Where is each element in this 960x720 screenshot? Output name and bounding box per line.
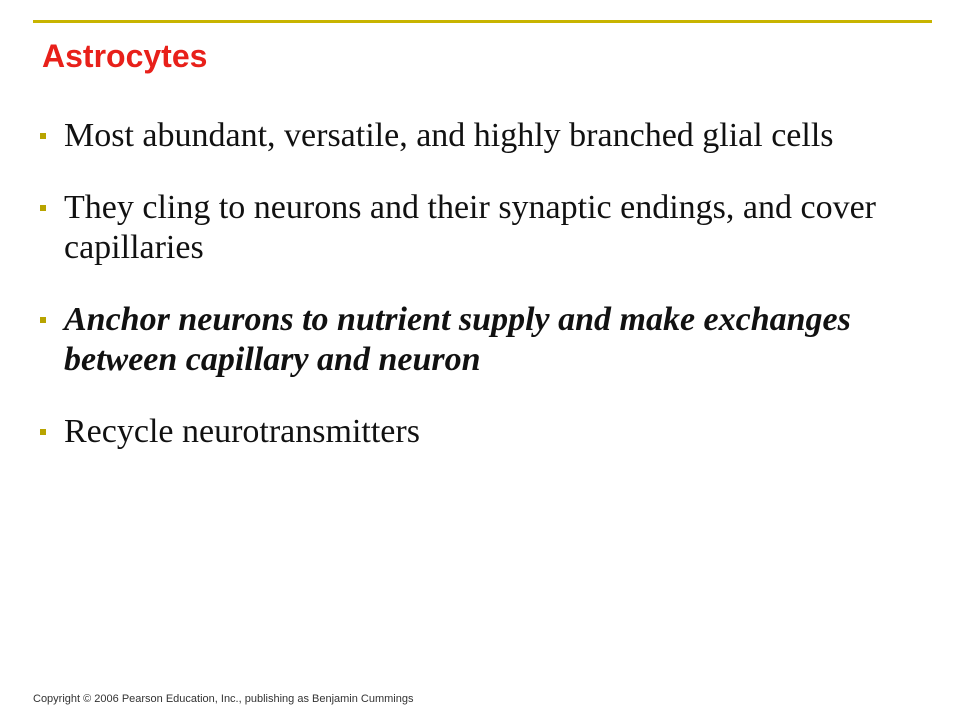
square-bullet-icon bbox=[40, 133, 46, 139]
bullet-text: Anchor neurons to nutrient supply and make exchanges between capillary and neuron bbox=[64, 301, 851, 378]
bullet-text: Recycle neurotransmitters bbox=[64, 413, 420, 450]
slide-title: Astrocytes bbox=[42, 38, 208, 74]
bullet-text: Most abundant, versatile, and highly branched glial cells bbox=[64, 117, 834, 154]
bullet-text: They cling to neurons and their synaptic endings, and cover capillaries bbox=[64, 189, 876, 266]
bullet-list bbox=[40, 116, 920, 484]
bullet-item bbox=[40, 412, 920, 452]
copyright-footer: Copyright © 2006 Pearson Education, Inc., publishing as Benjamin Cummings bbox=[33, 693, 414, 705]
square-bullet-icon bbox=[40, 317, 46, 323]
bullet-item-emphasized bbox=[40, 300, 920, 380]
square-bullet-icon bbox=[40, 205, 46, 211]
bullet-item bbox=[40, 116, 920, 156]
top-divider-line bbox=[33, 20, 932, 23]
square-bullet-icon bbox=[40, 429, 46, 435]
bullet-item bbox=[40, 188, 920, 268]
